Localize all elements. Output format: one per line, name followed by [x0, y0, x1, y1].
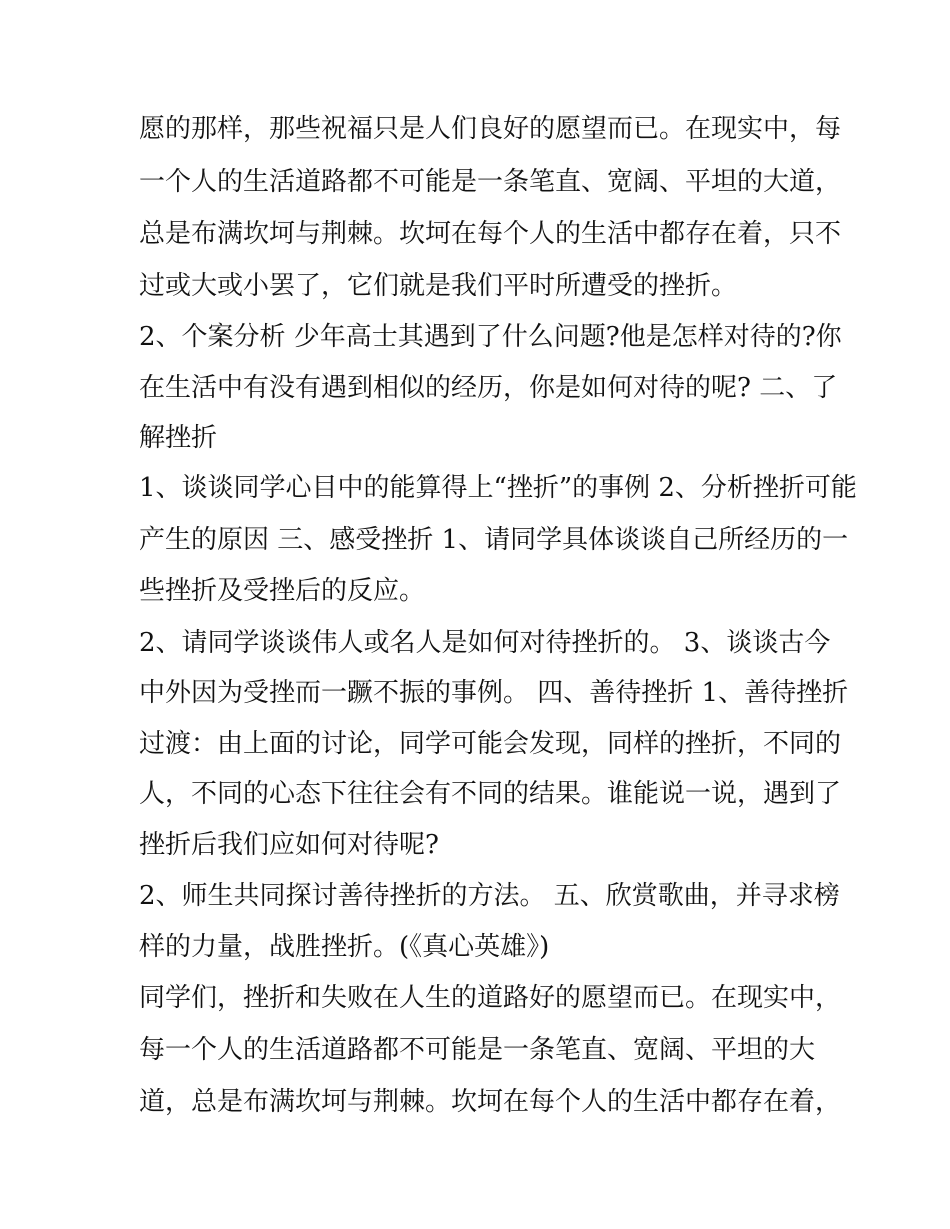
text-line: 在生活中有没有遇到相似的经历，你是如何对待的呢? 二、了	[139, 373, 838, 403]
text-line: 每一个人的生活道路都不可能是一条笔直、宽阔、平坦的大	[139, 1035, 816, 1065]
text-line: 解挫折	[139, 423, 218, 453]
text-line: 一个人的生活道路都不可能是一条笔直、宽阔、平坦的大道，	[139, 167, 842, 197]
text-line: 2、请同学谈谈伟人或名人是如何对待挫折的。 3、谈谈古今	[139, 628, 831, 658]
text-line: 过或大或小罢了，它们就是我们平时所遭受的挫折。	[139, 271, 738, 301]
text-line: 样的力量，战胜挫折。(《真心英雄》)	[139, 932, 550, 962]
text-line: 1、谈谈同学心目中的能算得上“挫折”的事例 2、分析挫折可能	[139, 473, 857, 503]
text-line: 过渡：由上面的讨论，同学可能会发现，同样的挫折，不同的	[139, 729, 842, 759]
text-line: 人，不同的心态下往往会有不同的结果。谁能说一说，遇到了	[139, 779, 842, 809]
text-line: 中外因为受挫而一蹶不振的事例。 四、善待挫折 1、善待挫折	[139, 678, 849, 708]
text-line: 些挫折及受挫后的反应。	[139, 576, 426, 606]
text-line: 2、个案分析 少年高士其遇到了什么问题?他是怎样对待的?你	[139, 322, 842, 352]
text-line: 挫折后我们应如何对待呢?	[139, 830, 439, 860]
text-line: 产生的原因 三、感受挫折 1、请同学具体谈谈自己所经历的一	[139, 525, 849, 555]
text-line: 道，总是布满坎坷与荆棘。坎坷在每个人的生活中都存在着，	[139, 1087, 842, 1117]
text-line: 愿的那样，那些祝福只是人们良好的愿望而已。在现实中，每	[139, 114, 842, 144]
text-line: 2、师生共同探讨善待挫折的方法。 五、欣赏歌曲，并寻求榜	[139, 881, 840, 911]
text-line: 同学们，挫折和失败在人生的道路好的愿望而已。在现实中，	[139, 983, 842, 1013]
text-line: 总是布满坎坷与荆棘。坎坷在每个人的生活中都存在着，只不	[139, 219, 842, 249]
